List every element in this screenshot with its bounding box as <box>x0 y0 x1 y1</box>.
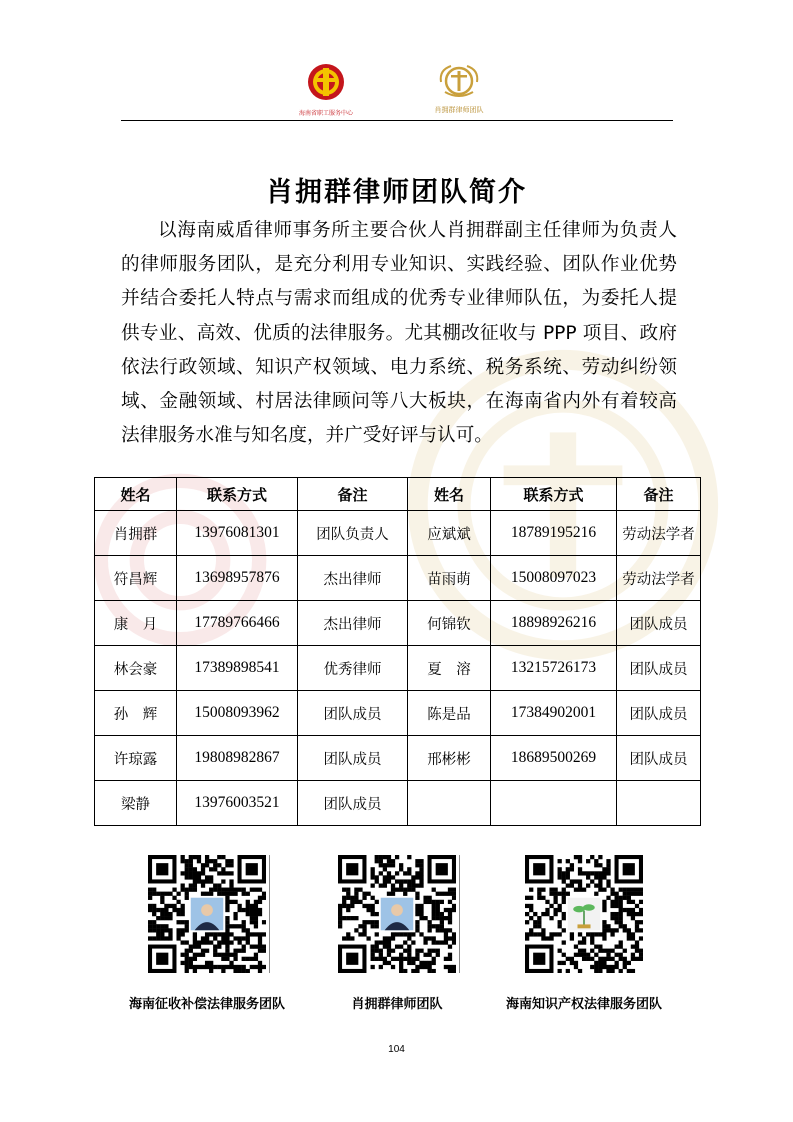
qr-block-ip-team <box>484 855 684 1012</box>
header-name: 姓名 <box>408 478 491 511</box>
qr-code-icon[interactable] <box>148 855 266 973</box>
member-name: 陈是品 <box>408 691 491 736</box>
law-team-logo-caption: 肖拥群律师团队 <box>434 106 484 114</box>
law-team-logo <box>425 62 493 115</box>
trade-union-emblem-icon <box>306 62 346 102</box>
law-team-emblem-icon <box>435 62 483 100</box>
page-title: 肖拥群律师团队简介 <box>266 177 527 208</box>
member-phone: 15008097023 <box>491 556 617 601</box>
member-phone: 18789195216 <box>491 511 617 556</box>
member-name: 林会豪 <box>95 646 177 691</box>
empty-cell <box>617 781 701 826</box>
member-note: 团队成员 <box>617 601 701 646</box>
member-note: 团队成员 <box>617 691 701 736</box>
member-name: 孙 辉 <box>95 691 177 736</box>
page-number: 104 <box>388 1044 405 1055</box>
member-note: 团队负责人 <box>298 511 408 556</box>
qr-caption: 肖拥群律师团队 <box>351 997 443 1012</box>
union-logo-caption: 海南省职工服务中心 <box>298 110 353 117</box>
intro-paragraph: 以海南威盾律师事务所主要合伙人肖拥群副主任律师为负责人的律师服务团队，是充分利用专业知识、实践经验、团队作业优势并结合委托人特点与需求而组成的优秀专业律师队伍，为委托人提供专业、高效、优质的法律服务。尤其棚改征收与 PPP 项目、政府依法行政领域、知识产权领域、电力系统、税务系统、劳动纠纷领域、金融领域、村居法律顾问等八大板块，在海南省内外有着较高法律服务水准与知名度，并广受好评与认可。 <box>121 220 677 447</box>
union-logo <box>296 62 356 117</box>
qr-frame-edge <box>459 855 460 973</box>
member-name: 夏 溶 <box>408 646 491 691</box>
header-contact: 联系方式 <box>491 478 617 511</box>
member-phone: 13698957876 <box>177 556 298 601</box>
qr-code-icon[interactable] <box>525 855 643 973</box>
member-note: 团队成员 <box>617 736 701 781</box>
table-row <box>95 511 701 556</box>
table-row <box>95 736 701 781</box>
member-note: 杰出律师 <box>298 556 408 601</box>
header-contact: 联系方式 <box>177 478 298 511</box>
member-phone: 13976003521 <box>177 781 298 826</box>
table-row <box>95 691 701 736</box>
header-divider <box>121 120 673 121</box>
table-row <box>95 556 701 601</box>
member-phone: 17789766466 <box>177 601 298 646</box>
qr-caption: 海南知识产权法律服务团队 <box>505 997 662 1012</box>
member-name: 何锦钦 <box>408 601 491 646</box>
qr-caption: 海南征收补偿法律服务团队 <box>128 997 285 1012</box>
member-name: 梁静 <box>95 781 177 826</box>
empty-cell <box>408 781 491 826</box>
member-phone: 15008093962 <box>177 691 298 736</box>
member-name: 邢彬彬 <box>408 736 491 781</box>
member-phone: 17384902001 <box>491 691 617 736</box>
member-note: 劳动法学者 <box>617 556 701 601</box>
member-phone: 19808982867 <box>177 736 298 781</box>
header-note: 备注 <box>617 478 701 511</box>
table-row <box>95 646 701 691</box>
member-name: 苗雨萌 <box>408 556 491 601</box>
member-note: 劳动法学者 <box>617 511 701 556</box>
member-name: 应斌斌 <box>408 511 491 556</box>
table-row <box>95 781 701 826</box>
member-phone: 18898926216 <box>491 601 617 646</box>
member-note: 团队成员 <box>298 691 408 736</box>
qr-block-xiao-team <box>297 855 497 1012</box>
member-name: 符昌辉 <box>95 556 177 601</box>
member-note: 团队成员 <box>298 736 408 781</box>
header-note: 备注 <box>298 478 408 511</box>
qr-block-compensation-team <box>107 855 307 1012</box>
member-phone: 13976081301 <box>177 511 298 556</box>
member-note: 团队成员 <box>617 646 701 691</box>
table-row <box>95 601 701 646</box>
member-phone: 17389898541 <box>177 646 298 691</box>
team-contact-table <box>94 477 701 826</box>
member-note: 杰出律师 <box>298 601 408 646</box>
member-name: 康 月 <box>95 601 177 646</box>
table-header-row <box>95 478 701 511</box>
header-name: 姓名 <box>95 478 177 511</box>
member-note: 优秀律师 <box>298 646 408 691</box>
member-name: 许琼露 <box>95 736 177 781</box>
member-phone: 18689500269 <box>491 736 617 781</box>
member-phone: 13215726173 <box>491 646 617 691</box>
empty-cell <box>491 781 617 826</box>
member-note: 团队成员 <box>298 781 408 826</box>
qr-frame-edge <box>269 855 270 973</box>
qr-code-icon[interactable] <box>338 855 456 973</box>
member-name: 肖拥群 <box>95 511 177 556</box>
